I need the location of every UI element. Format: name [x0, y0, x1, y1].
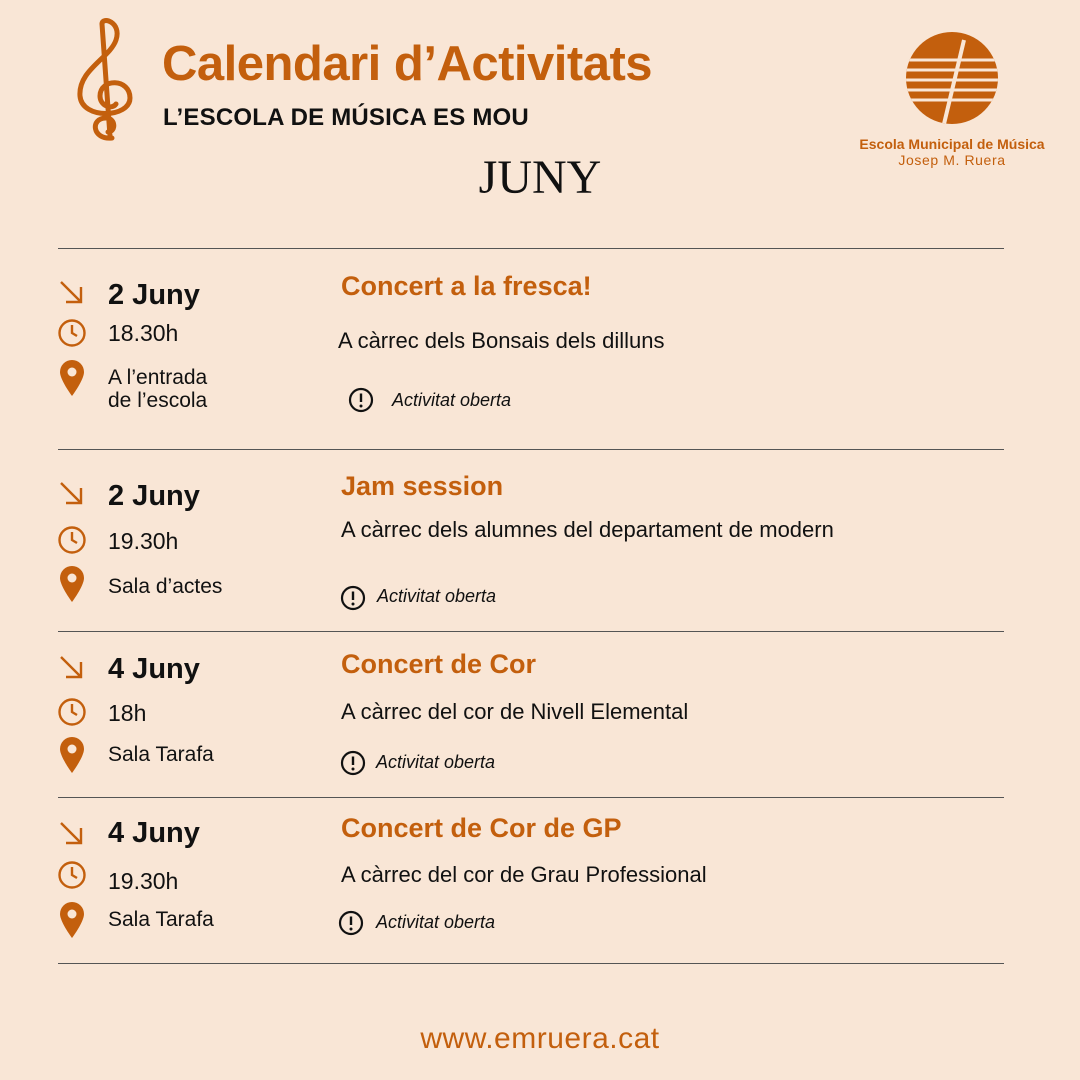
- treble-clef-icon: [72, 18, 142, 142]
- event-access: Activitat oberta: [392, 390, 512, 410]
- map-pin-icon: [56, 901, 88, 939]
- event-time: 18h: [108, 700, 147, 726]
- page-title: Calendari d’Activitats: [162, 37, 653, 91]
- event-item: [0, 450, 1080, 631]
- page-subtitle: L’ESCOLA DE MÚSICA ES MOU: [163, 104, 529, 131]
- event-date: 4 Juny: [108, 653, 200, 685]
- arrow-down-right-icon: [56, 818, 88, 850]
- event-item: [0, 249, 1080, 449]
- event-access: Activitat oberta: [376, 752, 496, 772]
- event-place: Sala Tarafa: [108, 743, 214, 766]
- map-pin-icon: [56, 359, 88, 397]
- event-item: [0, 632, 1080, 797]
- event-title: Concert de Cor: [341, 649, 537, 679]
- school-logo-name: Escola Municipal de Música: [859, 136, 1045, 152]
- event-access: Activitat oberta: [376, 912, 496, 932]
- map-pin-icon: [56, 565, 88, 603]
- event-place: Sala Tarafa: [108, 908, 214, 931]
- event-date: 2 Juny: [108, 279, 200, 311]
- event-place: Sala d’actes: [108, 575, 223, 598]
- event-date: 2 Juny: [108, 480, 200, 512]
- event-title: Concert de Cor de GP: [341, 813, 622, 843]
- event-title: Jam session: [341, 471, 504, 501]
- event-time: 19.30h: [108, 868, 179, 894]
- arrow-down-right-icon: [56, 478, 88, 510]
- school-logo-subtitle: Josep M. Ruera: [898, 152, 1006, 168]
- website-link[interactable]: www.emruera.cat: [420, 1022, 660, 1055]
- exclamation-circle-icon: [340, 585, 366, 611]
- event-description: A càrrec del cor de Grau Professional: [341, 862, 707, 887]
- event-title: Concert a la fresca!: [341, 271, 592, 301]
- event-description: A càrrec del cor de Nivell Elemental: [341, 699, 689, 724]
- clock-icon: [56, 524, 88, 556]
- event-description: A càrrec dels Bonsais dels dilluns: [338, 328, 665, 353]
- clock-icon: [56, 696, 88, 728]
- event-description: A càrrec dels alumnes del departament de modern: [341, 517, 834, 542]
- event-time: 18.30h: [108, 320, 179, 346]
- clock-icon: [56, 859, 88, 891]
- event-item: [0, 798, 1080, 963]
- month-heading: JUNY: [478, 151, 602, 204]
- event-access: Activitat oberta: [377, 586, 497, 606]
- event-place: A l’entrada de l’escola: [108, 366, 208, 412]
- map-pin-icon: [56, 736, 88, 774]
- event-date: 4 Juny: [108, 817, 200, 849]
- clock-icon: [56, 317, 88, 349]
- divider: [58, 963, 1004, 964]
- arrow-down-right-icon: [56, 277, 88, 309]
- exclamation-circle-icon: [348, 387, 374, 413]
- exclamation-circle-icon: [340, 750, 366, 776]
- school-logo-icon: [904, 30, 1000, 126]
- exclamation-circle-icon: [338, 910, 364, 936]
- arrow-down-right-icon: [56, 652, 88, 684]
- event-time: 19.30h: [108, 528, 179, 554]
